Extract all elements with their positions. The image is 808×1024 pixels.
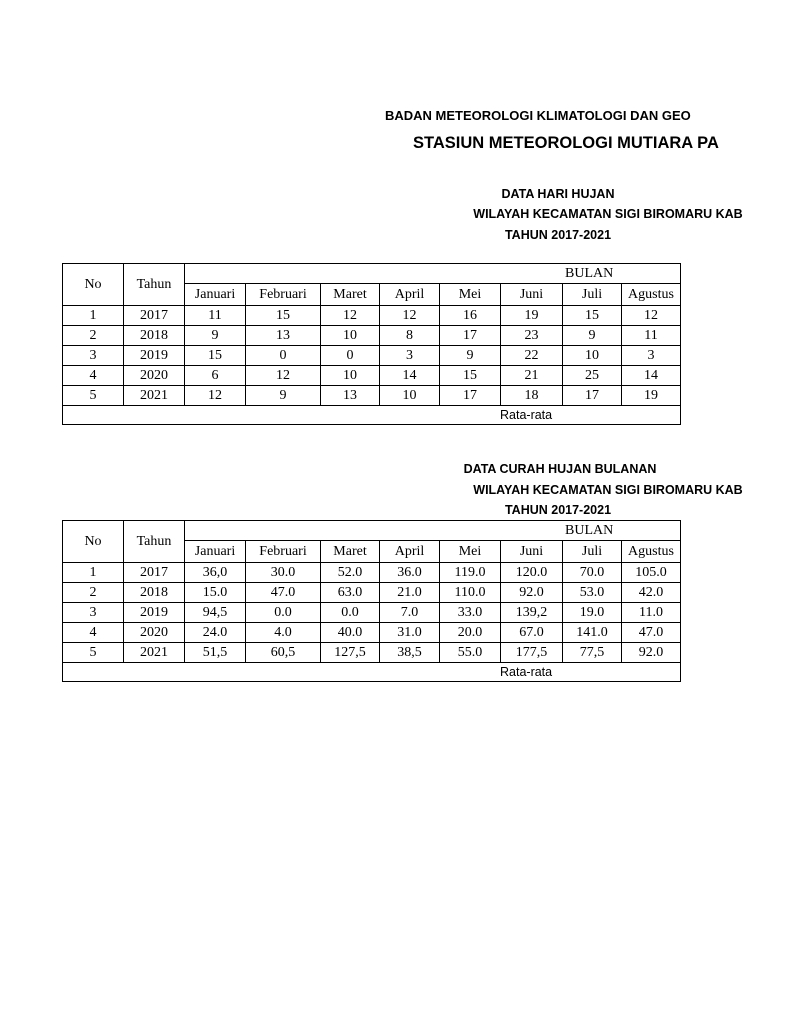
cell-value: 77,5 (563, 643, 622, 663)
cell-no: 4 (63, 366, 124, 386)
cell-year: 2017 (124, 563, 185, 583)
cell-value: 30.0 (246, 563, 321, 583)
cell-value: 21.0 (380, 583, 440, 603)
cell-value: 12 (380, 306, 440, 326)
cell-value: 42.0 (622, 583, 681, 603)
month-header-juli: Juli (563, 541, 622, 563)
cell-value: 15 (246, 306, 321, 326)
cell-year: 2021 (124, 386, 185, 406)
cell-no: 3 (63, 346, 124, 366)
table-row (63, 306, 681, 326)
month-header-mei: Mei (440, 284, 501, 306)
cell-value: 15 (563, 306, 622, 326)
cell-value: 15 (185, 346, 246, 366)
cell-value: 9 (185, 326, 246, 346)
table-row (63, 583, 681, 603)
cell-no: 1 (63, 563, 124, 583)
cell-value: 19 (622, 386, 681, 406)
rainfall-table (62, 520, 681, 682)
cell-value: 19.0 (563, 603, 622, 623)
cell-value: 127,5 (321, 643, 380, 663)
cell-value: 3 (380, 346, 440, 366)
cell-value: 70.0 (563, 563, 622, 583)
table-row (63, 326, 681, 346)
cell-year: 2019 (124, 603, 185, 623)
column-header-no: No (63, 264, 124, 306)
cell-no: 5 (63, 643, 124, 663)
cell-value: 52.0 (321, 563, 380, 583)
cell-value: 17 (440, 386, 501, 406)
header-row (63, 264, 681, 284)
cell-value: 13 (321, 386, 380, 406)
cell-value: 12 (321, 306, 380, 326)
cell-value: 13 (246, 326, 321, 346)
cell-value: 38,5 (380, 643, 440, 663)
cell-value: 12 (185, 386, 246, 406)
month-header-juni: Juni (501, 541, 563, 563)
month-header-juni: Juni (501, 284, 563, 306)
cell-value: 177,5 (501, 643, 563, 663)
cell-value: 60,5 (246, 643, 321, 663)
cell-value: 94,5 (185, 603, 246, 623)
cell-no: 1 (63, 306, 124, 326)
cell-value: 47.0 (246, 583, 321, 603)
rain-days-table (62, 263, 681, 425)
table-row (63, 603, 681, 623)
month-header-agustus: Agustus (622, 541, 681, 563)
table-row (63, 366, 681, 386)
cell-value: 36.0 (380, 563, 440, 583)
cell-value: 25 (563, 366, 622, 386)
cell-value: 63.0 (321, 583, 380, 603)
rain-days-region: WILAYAH KECAMATAN SIGI BIROMARU KAB (473, 207, 743, 221)
cell-value: 139,2 (501, 603, 563, 623)
month-header-januari: Januari (185, 541, 246, 563)
rata-rata-label: Rata-rata (63, 663, 681, 682)
cell-value: 0 (246, 346, 321, 366)
cell-value: 8 (380, 326, 440, 346)
month-header-april: April (380, 284, 440, 306)
cell-no: 2 (63, 326, 124, 346)
cell-year: 2020 (124, 366, 185, 386)
month-header-agustus: Agustus (622, 284, 681, 306)
column-header-bulan: BULAN (185, 264, 681, 284)
cell-value: 51,5 (185, 643, 246, 663)
rainfall-region: WILAYAH KECAMATAN SIGI BIROMARU KAB (473, 483, 743, 497)
cell-value: 4.0 (246, 623, 321, 643)
rain-days-period: TAHUN 2017-2021 (504, 228, 612, 242)
cell-value: 15 (440, 366, 501, 386)
table-row (63, 386, 681, 406)
cell-value: 3 (622, 346, 681, 366)
cell-value: 36,0 (185, 563, 246, 583)
cell-value: 22 (501, 346, 563, 366)
cell-value: 21 (501, 366, 563, 386)
cell-value: 10 (380, 386, 440, 406)
column-header-no: No (63, 521, 124, 563)
rainfall-title: DATA CURAH HUJAN BULANAN (463, 462, 657, 476)
cell-value: 33.0 (440, 603, 501, 623)
cell-value: 53.0 (563, 583, 622, 603)
header-row (63, 521, 681, 541)
agency-heading: BADAN METEOROLOGI KLIMATOLOGI DAN GEO (385, 108, 691, 123)
cell-no: 3 (63, 603, 124, 623)
cell-value: 110.0 (440, 583, 501, 603)
table-row (63, 346, 681, 366)
cell-value: 20.0 (440, 623, 501, 643)
month-header-maret: Maret (321, 541, 380, 563)
footer-row (63, 663, 681, 682)
cell-value: 17 (563, 386, 622, 406)
cell-value: 92.0 (622, 643, 681, 663)
cell-value: 12 (246, 366, 321, 386)
month-header-juli: Juli (563, 284, 622, 306)
column-header-bulan: BULAN (185, 521, 681, 541)
cell-value: 11 (622, 326, 681, 346)
cell-value: 10 (563, 346, 622, 366)
cell-year: 2021 (124, 643, 185, 663)
cell-value: 0.0 (246, 603, 321, 623)
rain-days-title: DATA HARI HUJAN (501, 187, 615, 201)
month-header-maret: Maret (321, 284, 380, 306)
cell-value: 0 (321, 346, 380, 366)
rainfall-period: TAHUN 2017-2021 (504, 503, 612, 517)
cell-value: 9 (440, 346, 501, 366)
station-heading: STASIUN METEOROLOGI MUTIARA PA (413, 134, 719, 152)
cell-value: 11.0 (622, 603, 681, 623)
rata-rata-label: Rata-rata (63, 406, 681, 425)
cell-no: 4 (63, 623, 124, 643)
cell-year: 2019 (124, 346, 185, 366)
cell-value: 10 (321, 326, 380, 346)
cell-value: 16 (440, 306, 501, 326)
cell-value: 17 (440, 326, 501, 346)
cell-no: 5 (63, 386, 124, 406)
cell-value: 12 (622, 306, 681, 326)
cell-value: 14 (622, 366, 681, 386)
cell-value: 120.0 (501, 563, 563, 583)
cell-value: 0.0 (321, 603, 380, 623)
cell-value: 18 (501, 386, 563, 406)
footer-row (63, 406, 681, 425)
table-row (63, 623, 681, 643)
month-header-februari: Februari (246, 541, 321, 563)
month-header-mei: Mei (440, 541, 501, 563)
cell-value: 14 (380, 366, 440, 386)
cell-value: 105.0 (622, 563, 681, 583)
month-header-januari: Januari (185, 284, 246, 306)
cell-value: 23 (501, 326, 563, 346)
cell-value: 6 (185, 366, 246, 386)
cell-value: 10 (321, 366, 380, 386)
cell-value: 92.0 (501, 583, 563, 603)
column-header-year: Tahun (124, 264, 185, 306)
table-row (63, 563, 681, 583)
cell-year: 2020 (124, 623, 185, 643)
table-row (63, 643, 681, 663)
cell-value: 15.0 (185, 583, 246, 603)
cell-value: 9 (563, 326, 622, 346)
month-header-april: April (380, 541, 440, 563)
cell-value: 47.0 (622, 623, 681, 643)
column-header-year: Tahun (124, 521, 185, 563)
cell-value: 55.0 (440, 643, 501, 663)
cell-value: 9 (246, 386, 321, 406)
cell-value: 19 (501, 306, 563, 326)
cell-value: 119.0 (440, 563, 501, 583)
cell-year: 2017 (124, 306, 185, 326)
cell-value: 31.0 (380, 623, 440, 643)
cell-value: 11 (185, 306, 246, 326)
cell-value: 24.0 (185, 623, 246, 643)
cell-no: 2 (63, 583, 124, 603)
cell-value: 7.0 (380, 603, 440, 623)
cell-year: 2018 (124, 326, 185, 346)
month-header-februari: Februari (246, 284, 321, 306)
cell-value: 40.0 (321, 623, 380, 643)
cell-year: 2018 (124, 583, 185, 603)
cell-value: 67.0 (501, 623, 563, 643)
cell-value: 141.0 (563, 623, 622, 643)
